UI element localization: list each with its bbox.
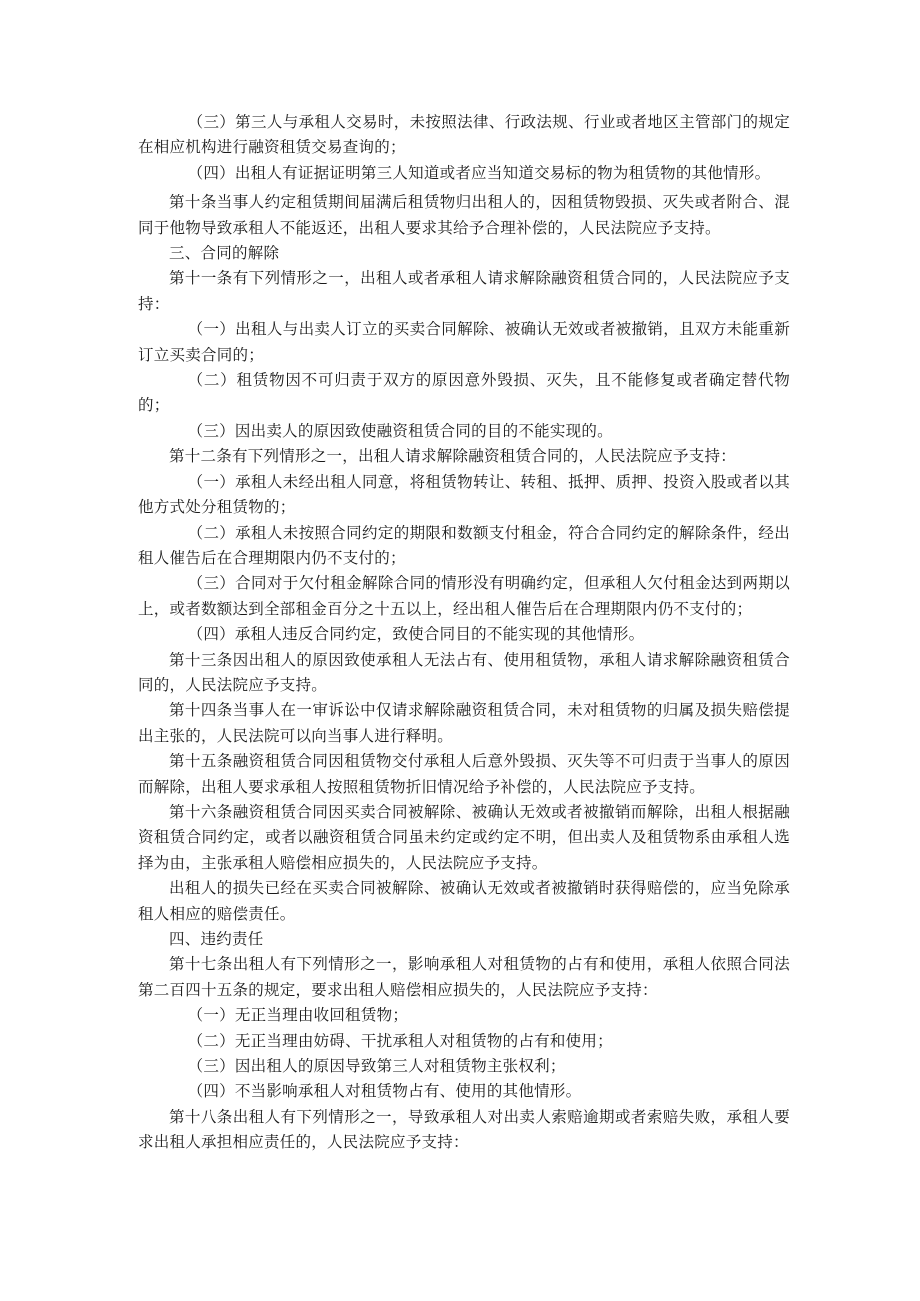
article-13: 第十三条因出租人的原因致使承租人无法占有、使用租赁物，承租人请求解除融资租赁合同的，人民法院应予支持。 xyxy=(138,650,790,694)
article-14: 第十四条当事人在一审诉讼中仅请求解除融资租赁合同，未对租赁物的归属及损失赔偿提出主张的，人民法院可以向当事人进行释明。 xyxy=(138,701,790,745)
article-11-item-3: （三）因出卖人的原因致使融资租赁合同的目的不能实现的。 xyxy=(187,421,613,440)
article-11-item-1: （一）出租人与出卖人订立的买卖合同解除、被确认无效或者被撤销，且双方未能重新订立买卖合同的； xyxy=(138,320,790,364)
article-11-item-2: （二）租赁物因不可归责于双方的原因意外毁损、灭失，且不能修复或者确定替代物的； xyxy=(138,371,790,415)
article-11: 第十一条有下列情形之一，出租人或者承租人请求解除融资租赁合同的，人民法院应予支持： xyxy=(138,269,790,313)
paragraph-item-4-third-party-knowledge: （四）出租人有证据证明第三人知道或者应当知道交易标的物为租赁物的其他情形。 xyxy=(187,163,771,182)
article-15: 第十五条融资租赁合同因租赁物交付承租人后意外毁损、灭失等不可归责于当事人的原因而解除，出租人要求承租人按照租赁物折旧情况给予补偿的，人民法院应予支持。 xyxy=(138,752,790,796)
article-17-item-1: （一）无正当理由收回租赁物； xyxy=(187,1006,409,1025)
article-12-item-3: （三）合同对于欠付租金解除合同的情形没有明确约定，但承租人欠付租金达到两期以上，或者数额达到全部租金百分之十五以上，经出租人催告后在合理期限内仍不支付的； xyxy=(138,574,790,618)
document-body xyxy=(138,110,790,1156)
article-17-item-2: （二）无正当理由妨碍、干扰承租人对租赁物的占有和使用； xyxy=(187,1031,613,1050)
article-18: 第十八条出租人有下列情形之一，导致承租人对出卖人索赔逾期或者索赔失败，承租人要求出租人承担相应责任的，人民法院应予支持： xyxy=(138,1107,790,1152)
section-heading-termination: 三、合同的解除 xyxy=(169,244,280,263)
article-12-item-1: （一）承租人未经出租人同意，将租赁物转让、转租、抵押、质押、投资入股或者以其他方式处分租赁物的； xyxy=(138,472,790,517)
article-12: 第十二条有下列情形之一，出租人请求解除融资租赁合同的，人民法院应予支持： xyxy=(169,447,737,466)
article-12-item-4: （四）承租人违反合同约定，致使合同目的不能实现的其他情形。 xyxy=(187,625,645,644)
article-12-item-2: （二）承租人未按照合同约定的期限和数额支付租金，符合合同约定的解除条件，经出租人催告后在合理期限内仍不支付的； xyxy=(138,523,790,567)
article-17-item-4: （四）不当影响承租人对租赁物占有、使用的其他情形。 xyxy=(187,1082,582,1101)
article-16: 第十六条融资租赁合同因买卖合同被解除、被确认无效或者被撤销而解除，出租人根据融资租赁合同约定，或者以融资租赁合同虽未约定或约定不明，但出卖人及租赁物系由承租人选择为由，主张承租人赔偿相应损失的，人民法院应予支持。 xyxy=(138,802,790,872)
section-heading-liability: 四、违约责任 xyxy=(169,930,264,948)
paragraph-item-3-third-party-query: （三）第三人与承租人交易时，未按照法律、行政法规、行业或者地区主管部门的规定在相应机构进行融资租赁交易查询的； xyxy=(138,113,790,157)
article-16-continuation: 出租人的损失已经在买卖合同被解除、被确认无效或者被撤销时获得赔偿的，应当免除承租人相应的赔偿责任。 xyxy=(138,879,790,923)
article-17-item-3: （三）因出租人的原因导致第三人对租赁物主张权利； xyxy=(187,1057,566,1076)
article-17: 第十七条出租人有下列情形之一，影响承租人对租赁物的占有和使用，承租人依照合同法第二百四十五条的规定，要求出租人赔偿相应损失的，人民法院应予支持： xyxy=(138,955,790,999)
article-10: 第十条当事人约定租赁期间届满后租赁物归出租人的，因租赁物毁损、灭失或者附合、混同于他物导致承租人不能返还，出租人要求其给予合理补偿的，人民法院应予支持。 xyxy=(138,193,790,237)
